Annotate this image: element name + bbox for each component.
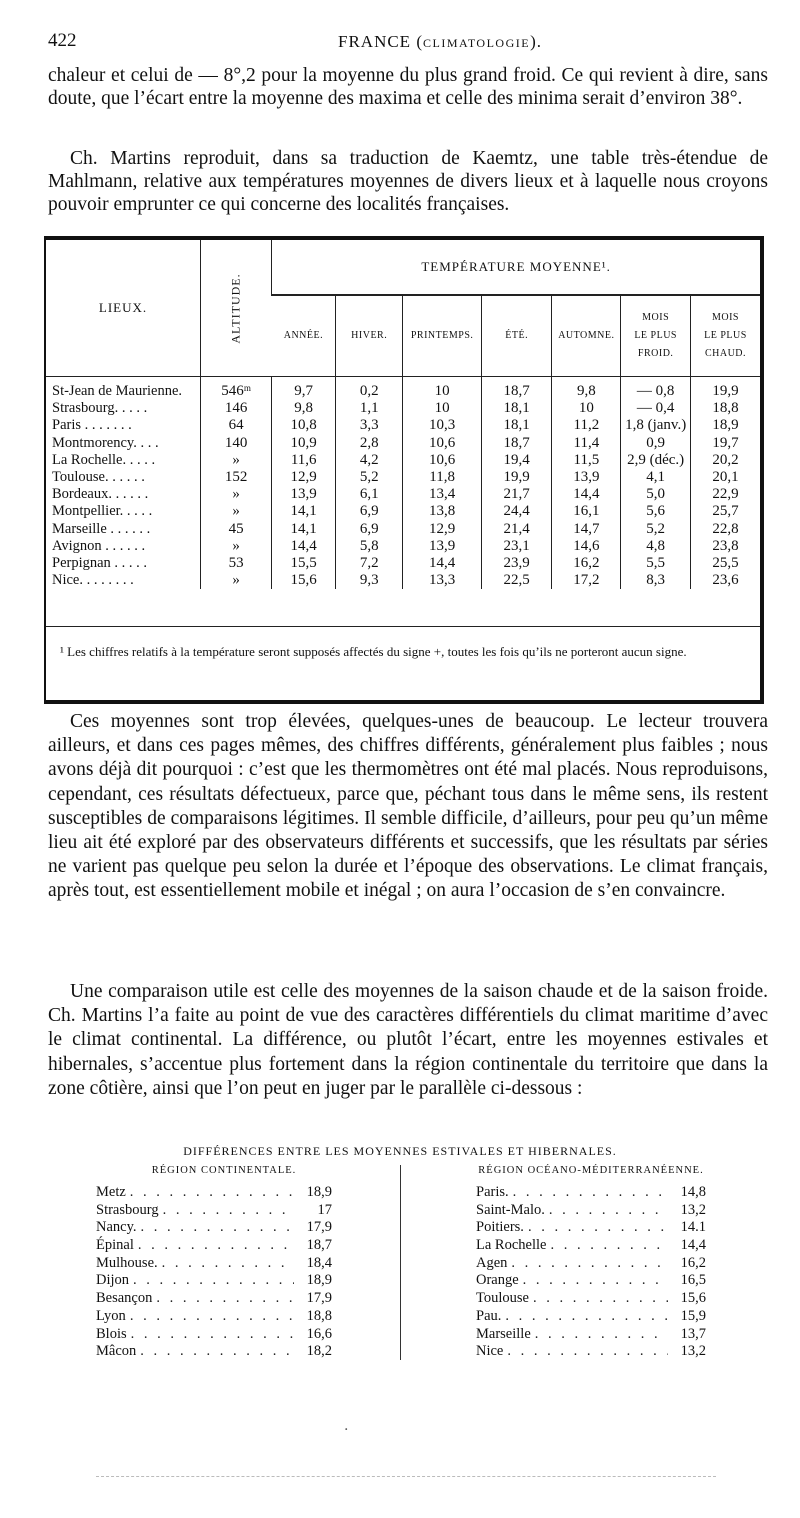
cell-printemps: 10 bbox=[403, 400, 482, 417]
cell-automne: 16,1 bbox=[552, 503, 621, 520]
list-item-name: Strasbourg bbox=[96, 1201, 159, 1218]
header-temperature-moyenne: TEMPÉRATURE MOYENNE¹. bbox=[272, 240, 760, 295]
cell-chaud: 19,9 bbox=[691, 377, 761, 401]
temperature-table bbox=[46, 240, 760, 589]
cell-alt: 546ᵐ bbox=[201, 377, 272, 401]
cell-annee: 14,1 bbox=[272, 503, 336, 520]
list-item bbox=[476, 1290, 706, 1308]
cell-hiver: 7,2 bbox=[336, 555, 403, 572]
list-item bbox=[96, 1255, 332, 1273]
cell-chaud: 18,9 bbox=[691, 417, 761, 434]
list-item-name: Blois bbox=[96, 1325, 127, 1342]
cell-chaud: 22,8 bbox=[691, 521, 761, 538]
cell-ete: 23,9 bbox=[481, 555, 551, 572]
cell-hiver: 1,1 bbox=[336, 400, 403, 417]
list-item-value: 18,9 bbox=[306, 1272, 332, 1289]
cell-printemps: 13,8 bbox=[403, 503, 482, 520]
list-item bbox=[96, 1326, 332, 1344]
table-row bbox=[46, 469, 760, 486]
leader-dots bbox=[156, 1290, 294, 1307]
cell-froid: 2,9 (déc.) bbox=[621, 452, 691, 469]
cell-alt: 45 bbox=[201, 521, 272, 538]
cell-annee: 9,8 bbox=[272, 400, 336, 417]
cell-ete: 18,1 bbox=[481, 417, 551, 434]
cell-automne: 11,4 bbox=[552, 435, 621, 452]
title-smallcaps: CLIMATOLOGIE bbox=[422, 36, 531, 50]
header-froid-line-1: MOIS bbox=[642, 312, 670, 323]
cell-froid: 8,3 bbox=[621, 572, 691, 589]
list-item-value: 17,9 bbox=[306, 1290, 332, 1307]
list-item-value: 18,9 bbox=[306, 1184, 332, 1200]
leader-dots bbox=[131, 1326, 294, 1343]
cell-ete: 22,5 bbox=[481, 572, 551, 589]
table-row bbox=[46, 572, 760, 589]
cell-chaud: 25,5 bbox=[691, 555, 761, 572]
cell-alt: » bbox=[201, 572, 272, 589]
cell-froid: 5,6 bbox=[621, 503, 691, 520]
page-number: 422 bbox=[48, 30, 77, 51]
header-automne: AUTOMNE. bbox=[552, 295, 621, 377]
cell-automne: 17,2 bbox=[552, 572, 621, 589]
cell-chaud: 22,9 bbox=[691, 486, 761, 503]
cell-alt: » bbox=[201, 486, 272, 503]
cell-ete: 21,7 bbox=[481, 486, 551, 503]
continental-column bbox=[96, 1162, 332, 1361]
differences-title: DIFFÉRENCES ENTRE LES MOYENNES ESTIVALES ET HIBERNALES. bbox=[183, 1144, 617, 1158]
cell-ete: 19,9 bbox=[481, 469, 551, 486]
leader-dots bbox=[163, 1202, 294, 1219]
list-item-value: 15,6 bbox=[680, 1290, 706, 1307]
list-item bbox=[476, 1255, 706, 1273]
cell-lieu: Strasbourg. . . . . bbox=[52, 400, 148, 417]
cell-froid: 5,0 bbox=[621, 486, 691, 503]
cell-automne: 14,7 bbox=[552, 521, 621, 538]
cell-printemps: 13,9 bbox=[403, 538, 482, 555]
leader-dots bbox=[535, 1326, 668, 1343]
cell-ete: 23,1 bbox=[481, 538, 551, 555]
cell-hiver: 9,3 bbox=[336, 572, 403, 589]
cell-froid: 0,9 bbox=[621, 435, 691, 452]
title-main: FRANCE ( bbox=[338, 32, 423, 51]
cell-froid: — 0,8 bbox=[621, 377, 691, 401]
leader-dots bbox=[523, 1272, 668, 1289]
list-item bbox=[476, 1202, 706, 1220]
list-item-name: La Rochelle bbox=[476, 1237, 547, 1254]
leader-dots bbox=[528, 1219, 668, 1236]
header-froid-line-3: FROID. bbox=[637, 348, 674, 359]
cell-froid: 1,8 (janv.) bbox=[621, 417, 691, 434]
list-item-value: 16,6 bbox=[306, 1325, 332, 1342]
list-item-name: Saint-Malo. bbox=[476, 1201, 545, 1218]
temperature-table-body bbox=[46, 377, 760, 590]
running-title bbox=[338, 32, 542, 52]
cell-ete: 18,7 bbox=[481, 435, 551, 452]
list-item-name: Paris. bbox=[476, 1184, 509, 1200]
list-item-name: Dijon bbox=[96, 1272, 130, 1289]
cell-annee: 11,6 bbox=[272, 452, 336, 469]
cell-annee: 15,5 bbox=[272, 555, 336, 572]
list-item-name: Lyon bbox=[96, 1307, 126, 1324]
cell-chaud: 18,8 bbox=[691, 400, 761, 417]
list-item-name: Épinal bbox=[96, 1237, 134, 1254]
header-lieux: LIEUX. bbox=[98, 300, 148, 315]
cell-automne: 11,2 bbox=[552, 417, 621, 434]
cell-hiver: 6,9 bbox=[336, 503, 403, 520]
list-item-name: Besançon bbox=[96, 1290, 153, 1307]
body-paragraph-1: Ces moyennes sont trop élevées, quelques-unes de beaucoup. Le lecteur trouvera ailleurs, et dans ces pages mêmes, des chiffres différents, généralement plus faibles ; nous avons déjà dit pourquoi : c’est que les thermomètres ont été mal placés. Nous reproduisons, cependant, ces résultats défectueux, parce que, péchant tous dans le même sens, ils restent susceptibles de comparaisons légitimes. Il semble difficile, d’ailleurs, pour peu qu’un même lieu ait été exploré par des observateurs différents et successifs, que les résultats par séries ne varient pas quelque peu selon la durée et l’époque des observations. Le climat français, après tout, est essentiellement mobile et inégal ; on aura l’occasion de s’en convaincre. bbox=[48, 711, 768, 902]
header-froid-line-2: LE PLUS bbox=[634, 330, 677, 341]
header-chaud-line-3: CHAUD. bbox=[704, 348, 747, 359]
leader-dots bbox=[138, 1237, 294, 1254]
table-row bbox=[46, 521, 760, 538]
list-item-name: Mulhouse. bbox=[96, 1254, 158, 1271]
cell-lieu: Montpellier. . . . . bbox=[52, 503, 153, 520]
leader-dots bbox=[511, 1255, 668, 1272]
cell-printemps: 10,6 bbox=[403, 452, 482, 469]
leader-dots bbox=[162, 1255, 294, 1272]
list-item-value: 18,8 bbox=[306, 1307, 332, 1324]
list-item bbox=[96, 1237, 332, 1255]
table-footnote-rule bbox=[46, 626, 760, 627]
list-item-value: 13,2 bbox=[680, 1343, 706, 1360]
cell-hiver: 6,1 bbox=[336, 486, 403, 503]
cell-lieu: Paris . . . . . . . bbox=[52, 417, 132, 434]
title-end: ). bbox=[530, 32, 543, 51]
header-altitude bbox=[201, 240, 272, 377]
header-printemps: PRINTEMPS. bbox=[403, 295, 482, 377]
cell-chaud: 23,8 bbox=[691, 538, 761, 555]
cell-lieu: Perpignan . . . . . bbox=[52, 555, 148, 572]
list-item-value: 18,2 bbox=[306, 1343, 332, 1360]
list-item-name: Pau. bbox=[476, 1307, 502, 1324]
cell-printemps: 10,6 bbox=[403, 435, 482, 452]
list-item-value: 13,7 bbox=[680, 1325, 706, 1342]
cell-lieu: St-Jean de Maurienne. bbox=[52, 383, 183, 399]
cell-annee: 9,7 bbox=[272, 377, 336, 401]
bottom-rule bbox=[96, 1476, 716, 1477]
table-footnote: ¹ Les chiffres relatifs à la température seront supposés affectés du signe +, toutes les fois qu’ils ne porteront aucun signe. bbox=[60, 644, 687, 659]
list-item-value: 14.1 bbox=[680, 1219, 706, 1236]
table-row bbox=[46, 417, 760, 434]
cell-froid: — 0,4 bbox=[621, 400, 691, 417]
cell-ete: 21,4 bbox=[481, 521, 551, 538]
leader-dots bbox=[550, 1237, 668, 1254]
list-item bbox=[476, 1272, 706, 1290]
header-altitude-label: ALTITUDE. bbox=[228, 272, 243, 344]
cell-hiver: 5,8 bbox=[336, 538, 403, 555]
cell-lieu: Toulouse. . . . . . bbox=[52, 469, 145, 486]
header-ete: ÉTÉ. bbox=[481, 295, 551, 377]
continental-heading: RÉGION CONTINENTALE. bbox=[151, 1165, 297, 1176]
cell-alt: » bbox=[201, 452, 272, 469]
cell-alt: 140 bbox=[201, 435, 272, 452]
cell-annee: 15,6 bbox=[272, 572, 336, 589]
cell-alt: 53 bbox=[201, 555, 272, 572]
cell-alt: 64 bbox=[201, 417, 272, 434]
running-header bbox=[48, 30, 768, 56]
cell-automne: 9,8 bbox=[552, 377, 621, 401]
leader-dots bbox=[133, 1272, 294, 1289]
cell-printemps: 13,4 bbox=[403, 486, 482, 503]
list-item bbox=[96, 1308, 332, 1326]
cell-ete: 18,7 bbox=[481, 377, 551, 401]
cell-automne: 14,6 bbox=[552, 538, 621, 555]
leader-dots bbox=[507, 1343, 668, 1360]
table-row bbox=[46, 400, 760, 417]
continental-list bbox=[96, 1184, 332, 1361]
header-mois-plus-froid bbox=[621, 295, 691, 377]
list-item-value: 18,7 bbox=[306, 1237, 332, 1254]
list-item bbox=[476, 1326, 706, 1344]
cell-printemps: 10 bbox=[403, 377, 482, 401]
leader-dots bbox=[130, 1308, 294, 1325]
list-item-name: Agen bbox=[476, 1254, 508, 1271]
list-item-value: 17,9 bbox=[306, 1219, 332, 1236]
oceanic-list bbox=[476, 1184, 706, 1361]
list-item-name: Metz bbox=[96, 1184, 126, 1200]
cell-automne: 16,2 bbox=[552, 555, 621, 572]
cell-annee: 10,8 bbox=[272, 417, 336, 434]
cell-froid: 4,8 bbox=[621, 538, 691, 555]
list-item-value: 13,2 bbox=[680, 1201, 706, 1218]
cell-lieu: Bordeaux. . . . . . bbox=[52, 486, 149, 503]
cell-annee: 14,4 bbox=[272, 538, 336, 555]
temperature-table-frame bbox=[44, 236, 764, 704]
intro-paragraph-2: Ch. Martins reproduit, dans sa traduction de Kaemtz, une table très-étendue de Mahlmann, relative aux températures moyennes de divers lieux et à laquelle nous croyons pouvoir emprunter ce qui concerne des localités françaises. bbox=[48, 148, 768, 215]
list-item-value: 18,4 bbox=[306, 1254, 332, 1271]
cell-hiver: 2,8 bbox=[336, 435, 403, 452]
cell-annee: 13,9 bbox=[272, 486, 336, 503]
list-item bbox=[476, 1219, 706, 1237]
list-item bbox=[96, 1184, 332, 1202]
list-item-name: Poitiers. bbox=[476, 1219, 524, 1236]
cell-hiver: 5,2 bbox=[336, 469, 403, 486]
table-row bbox=[46, 555, 760, 572]
leader-dots bbox=[533, 1290, 668, 1307]
cell-lieu: La Rochelle. . . . . bbox=[52, 451, 156, 468]
table-row bbox=[46, 538, 760, 555]
header-annee: ANNÉE. bbox=[283, 330, 324, 341]
cell-chaud: 23,6 bbox=[691, 572, 761, 589]
cell-automne: 13,9 bbox=[552, 469, 621, 486]
list-item-value: 16,5 bbox=[680, 1272, 706, 1289]
list-item bbox=[476, 1343, 706, 1361]
leader-dots bbox=[141, 1219, 294, 1236]
header-mois-plus-chaud bbox=[691, 295, 761, 377]
cell-automne: 11,5 bbox=[552, 452, 621, 469]
cell-lieu: Marseille . . . . . . bbox=[52, 520, 151, 537]
list-item-name: Mâcon bbox=[96, 1343, 137, 1360]
oceanic-heading: RÉGION OCÉANO-MÉDITERRANÉENNE. bbox=[478, 1165, 704, 1176]
table-row bbox=[46, 435, 760, 452]
cell-printemps: 14,4 bbox=[403, 555, 482, 572]
cell-printemps: 12,9 bbox=[403, 521, 482, 538]
cell-alt: 152 bbox=[201, 469, 272, 486]
column-divider bbox=[400, 1165, 401, 1360]
list-item-value: 15,9 bbox=[680, 1307, 706, 1324]
list-item bbox=[96, 1272, 332, 1290]
cell-printemps: 13,3 bbox=[403, 572, 482, 589]
body-paragraph-2: Une comparaison utile est celle des moyennes de la saison chaude et de la saison froide. Ch. Martins l’a faite au point de vue des caractères différentiels du climat maritime d’avec le climat continental. La différence, ou plutôt l’écart, entre les moyennes estivales et hibernales, s’accentue plus fortement dans la région continentale du territoire que dans la zone côtière, ainsi que l’on peut en juger par le parallèle ci-dessous : bbox=[48, 981, 768, 1099]
cell-chaud: 25,7 bbox=[691, 503, 761, 520]
list-item bbox=[96, 1290, 332, 1308]
cell-froid: 5,2 bbox=[621, 521, 691, 538]
cell-hiver: 0,2 bbox=[336, 377, 403, 401]
list-item-value: 16,2 bbox=[680, 1254, 706, 1271]
cell-alt: 146 bbox=[201, 400, 272, 417]
cell-froid: 5,5 bbox=[621, 555, 691, 572]
cell-chaud: 19,7 bbox=[691, 435, 761, 452]
list-item-name: Toulouse bbox=[476, 1290, 529, 1307]
cell-automne: 14,4 bbox=[552, 486, 621, 503]
list-item bbox=[476, 1308, 706, 1326]
cell-annee: 14,1 bbox=[272, 521, 336, 538]
list-item bbox=[476, 1184, 706, 1202]
leader-dots bbox=[505, 1308, 668, 1325]
cell-printemps: 11,8 bbox=[403, 469, 482, 486]
cell-alt: » bbox=[201, 503, 272, 520]
leader-dots bbox=[140, 1343, 294, 1360]
cell-printemps: 10,3 bbox=[403, 417, 482, 434]
list-item bbox=[476, 1237, 706, 1255]
cell-chaud: 20,1 bbox=[691, 469, 761, 486]
header-chaud-line-2: LE PLUS bbox=[704, 330, 747, 341]
cell-ete: 24,4 bbox=[481, 503, 551, 520]
list-item-name: Marseille bbox=[476, 1325, 531, 1342]
oceanic-column bbox=[476, 1162, 706, 1361]
cell-chaud: 20,2 bbox=[691, 452, 761, 469]
list-item-value: 14,4 bbox=[680, 1237, 706, 1254]
list-item-value: 14,8 bbox=[680, 1184, 706, 1200]
cell-lieu: Avignon . . . . . . bbox=[52, 537, 146, 554]
page-mark: . bbox=[344, 1418, 349, 1434]
list-item-name: Nice bbox=[476, 1343, 504, 1360]
cell-ete: 19,4 bbox=[481, 452, 551, 469]
list-item-name: Orange bbox=[476, 1272, 519, 1289]
list-item bbox=[96, 1219, 332, 1237]
cell-lieu: Nice. . . . . . . . bbox=[52, 572, 134, 589]
header-chaud-line-1: MOIS bbox=[711, 312, 739, 323]
cell-annee: 10,9 bbox=[272, 435, 336, 452]
cell-hiver: 3,3 bbox=[336, 417, 403, 434]
cell-froid: 4,1 bbox=[621, 469, 691, 486]
list-item-value: 17 bbox=[317, 1201, 332, 1218]
list-item-name: Nancy. bbox=[96, 1219, 137, 1236]
cell-alt: » bbox=[201, 538, 272, 555]
intro-paragraph-1: chaleur et celui de — 8°,2 pour la moyenne du plus grand froid. Ce qui revient à dire, sans doute, que l’écart entre la moyenne des maxima et celle des minima serait d’environ 38°. bbox=[48, 65, 768, 109]
cell-hiver: 6,9 bbox=[336, 521, 403, 538]
cell-lieu: Montmorency. . . . bbox=[52, 434, 159, 451]
table-row bbox=[46, 486, 760, 503]
table-row bbox=[46, 377, 760, 401]
header-hiver: HIVER. bbox=[336, 295, 403, 377]
list-item bbox=[96, 1202, 332, 1220]
leader-dots bbox=[513, 1184, 668, 1201]
list-item bbox=[96, 1343, 332, 1361]
cell-automne: 10 bbox=[552, 400, 621, 417]
table-row bbox=[46, 503, 760, 520]
cell-ete: 18,1 bbox=[481, 400, 551, 417]
cell-hiver: 4,2 bbox=[336, 452, 403, 469]
cell-annee: 12,9 bbox=[272, 469, 336, 486]
leader-dots bbox=[130, 1184, 294, 1201]
leader-dots bbox=[549, 1202, 668, 1219]
table-row bbox=[46, 452, 760, 469]
